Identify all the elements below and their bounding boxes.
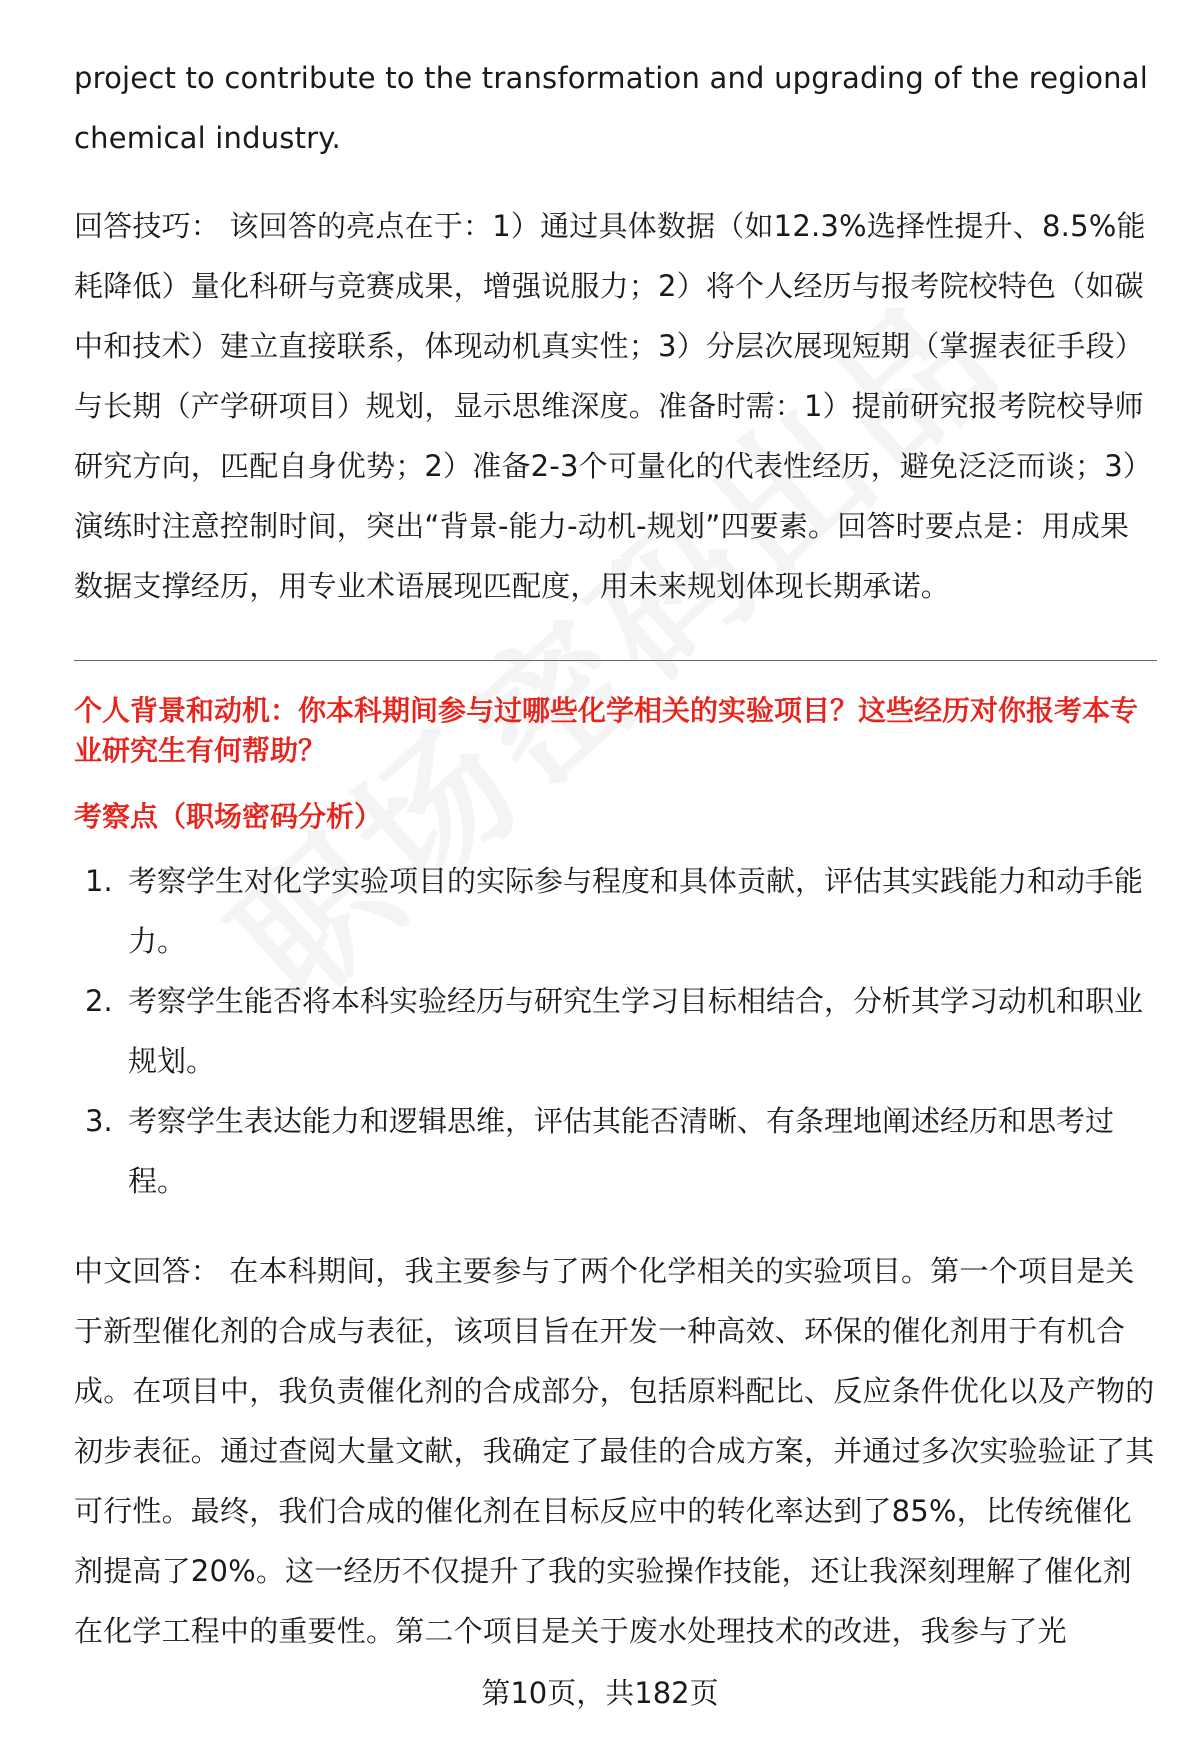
assessment-item-text: 考察学生能否将本科实验经历与研究生学习目标相结合，分析其学习动机和职业规划。 [128,984,1144,1078]
list-number: 2. [85,984,113,1018]
list-number: 1. [85,864,113,898]
list-number: 3. [85,1104,113,1138]
chinese-answer-paragraph: 中文回答： 在本科期间，我主要参与了两个化学相关的实验项目。第一个项目是关于新型催化剂的合成与表征，该项目旨在开发一种高效、环保的催化剂用于有机合成。在项目中，我负责催化剂的合成部分，包括原料配比、反应条件优化以及产物的初步表征。通过查阅大量文献，我确定了最佳的合成方案，并通过多次实验验证了其可行性。最终，我们合成的催化剂在目标反应中的转化率达到了85%，比传统催化剂提高了20%。这一经历不仅提升了我的实验操作技能，还让我深刻理解了催化剂在化学工程中的重要性。第二个项目是关于废水处理技术的改进，我参与了光 [74,1254,1155,1648]
assessment-item [74,971,1158,1091]
assessment-item [74,851,1158,971]
assessment-heading: 考察点（职场密码分析） [74,800,383,833]
answer-tips-paragraph: 回答技巧： 该回答的亮点在于：1）通过具体数据（如12.3%选择性提升、8.5%能耗降低）量化科研与竞赛成果，增强说服力；2）将个人经历与报考院校特色（如碳中和技术）建立直接联系，体现动机真实性；3）分层次展现短期（掌握表征手段）与长期（产学研项目）规划，显示思维深度。准备时需：1）提前研究报考院校导师研究方向，匹配自身优势；2）准备2-3个可量化的代表性经历，避免泛泛而谈；3）演练时注意控制时间，突出“背景-能力-动机-规划”四要素。回答时要点是：用成果数据支撑经历，用专业术语展现匹配度，用未来规划体现长期承诺。 [74,209,1153,603]
assessment-item [74,1091,1158,1211]
assessment-item-text: 考察学生表达能力和逻辑思维，评估其能否清晰、有条理地阐述经历和思考过程。 [128,1104,1115,1198]
question-heading: 个人背景和动机：你本科期间参与过哪些化学相关的实验项目？这些经历对你报考本专业研究生有何帮助？ [74,694,1139,767]
section-divider [74,660,1157,661]
assessment-item-text: 考察学生对化学实验项目的实际参与程度和具体贡献，评估其实践能力和动手能力。 [128,864,1144,958]
continuation-paragraph: project to contribute to the transformation and upgrading of the regional chemical industry. [74,61,1148,155]
page-footer: 第10页，共182页 [481,1676,719,1710]
assessment-list [74,851,1158,1211]
document-page [74,48,1158,1661]
